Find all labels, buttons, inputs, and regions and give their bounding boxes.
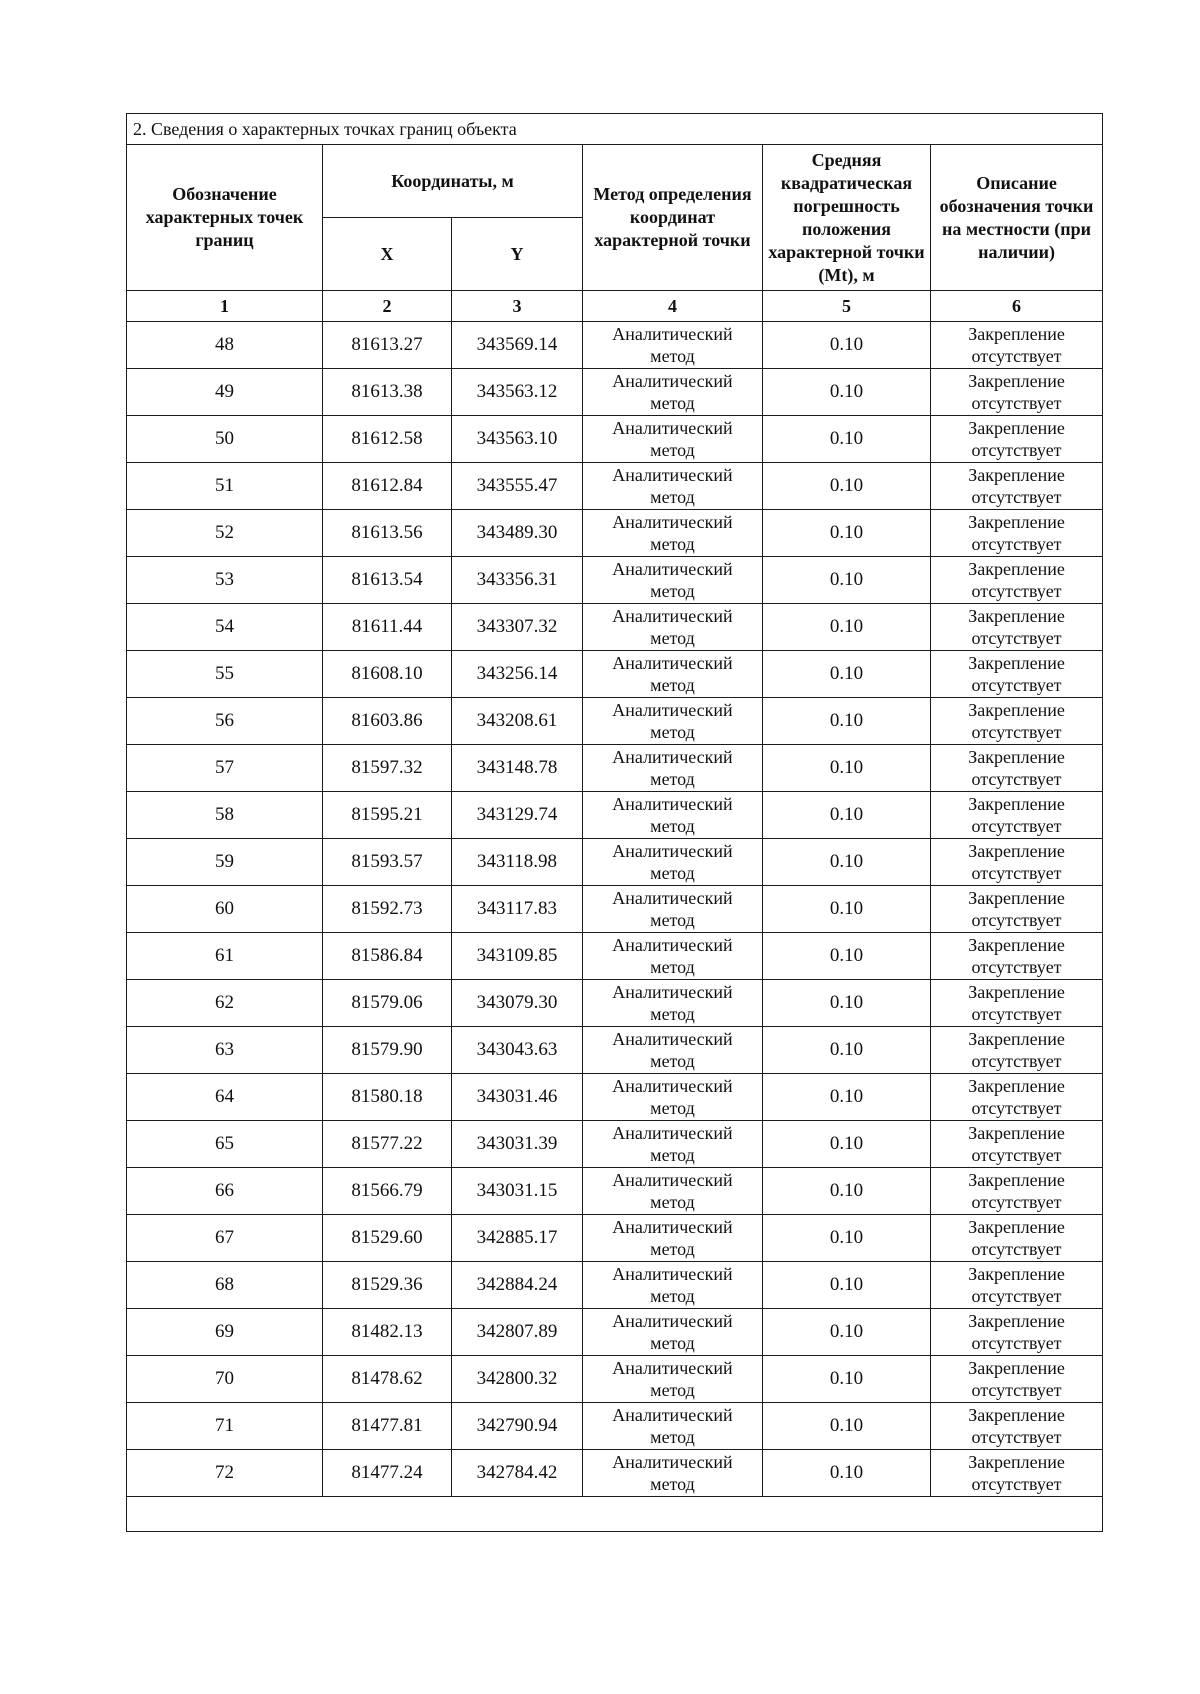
method-cell	[583, 369, 763, 416]
description-line: отсутствует	[971, 1333, 1062, 1353]
description-line: Закрепление	[968, 371, 1065, 391]
description-line: Закрепление	[968, 1076, 1065, 1096]
description-line: Закрепление	[968, 653, 1065, 673]
coord-y-cell: 343148.78	[452, 745, 583, 792]
coord-y-cell: 343031.46	[452, 1074, 583, 1121]
coord-x-cell: 81613.54	[323, 557, 452, 604]
description-line: отсутствует	[971, 393, 1062, 413]
description-cell	[931, 1027, 1103, 1074]
mean-error-cell: 0.10	[763, 416, 931, 463]
point-id-cell: 57	[127, 745, 323, 792]
table-row	[127, 1262, 1103, 1309]
coord-y-cell: 343256.14	[452, 651, 583, 698]
method-cell	[583, 322, 763, 369]
coord-x-cell: 81580.18	[323, 1074, 452, 1121]
description-cell	[931, 980, 1103, 1027]
header-coordinates: Координаты, м	[323, 145, 583, 218]
table-row	[127, 1168, 1103, 1215]
method-cell	[583, 698, 763, 745]
coord-x-cell: 81586.84	[323, 933, 452, 980]
column-number: 4	[583, 291, 763, 322]
method-line: метод	[650, 1427, 695, 1447]
mean-error-cell: 0.10	[763, 604, 931, 651]
table-row	[127, 322, 1103, 369]
point-id-cell: 55	[127, 651, 323, 698]
mean-error-cell: 0.10	[763, 1356, 931, 1403]
point-id-cell: 65	[127, 1121, 323, 1168]
point-id-cell: 58	[127, 792, 323, 839]
coord-x-cell: 81595.21	[323, 792, 452, 839]
method-cell	[583, 510, 763, 557]
description-line: Закрепление	[968, 1029, 1065, 1049]
method-cell	[583, 792, 763, 839]
description-line: отсутствует	[971, 1286, 1062, 1306]
table-body	[127, 322, 1103, 1497]
method-line: метод	[650, 581, 695, 601]
description-cell	[931, 1215, 1103, 1262]
description-line: Закрепление	[968, 794, 1065, 814]
coord-x-cell: 81612.58	[323, 416, 452, 463]
description-cell	[931, 557, 1103, 604]
header-x: X	[323, 218, 452, 291]
method-line: метод	[650, 1145, 695, 1165]
coord-x-cell: 81529.60	[323, 1215, 452, 1262]
point-id-cell: 72	[127, 1450, 323, 1497]
method-cell	[583, 1074, 763, 1121]
coord-x-cell: 81613.38	[323, 369, 452, 416]
method-line: метод	[650, 393, 695, 413]
point-id-cell: 69	[127, 1309, 323, 1356]
method-cell	[583, 745, 763, 792]
description-line: Закрепление	[968, 324, 1065, 344]
table-row	[127, 510, 1103, 557]
point-id-cell: 53	[127, 557, 323, 604]
table-row	[127, 1356, 1103, 1403]
column-number: 3	[452, 291, 583, 322]
table-row	[127, 557, 1103, 604]
header-mean-error: Средняя квадратическая погрешность положения характерной точки (Mt), м	[763, 145, 931, 291]
method-line: Аналитический	[612, 371, 733, 391]
column-number: 2	[323, 291, 452, 322]
method-line: Аналитический	[612, 512, 733, 532]
description-line: отсутствует	[971, 534, 1062, 554]
coord-y-cell: 343129.74	[452, 792, 583, 839]
method-cell	[583, 651, 763, 698]
description-line: Закрепление	[968, 841, 1065, 861]
method-line: метод	[650, 1474, 695, 1494]
mean-error-cell: 0.10	[763, 322, 931, 369]
description-cell	[931, 510, 1103, 557]
point-id-cell: 70	[127, 1356, 323, 1403]
coord-y-cell: 343031.15	[452, 1168, 583, 1215]
coord-y-cell: 343079.30	[452, 980, 583, 1027]
method-line: Аналитический	[612, 747, 733, 767]
method-cell	[583, 933, 763, 980]
empty-footer-cell	[127, 1497, 1103, 1532]
method-cell	[583, 604, 763, 651]
description-cell	[931, 1121, 1103, 1168]
description-line: отсутствует	[971, 1192, 1062, 1212]
description-line: отсутствует	[971, 910, 1062, 930]
mean-error-cell: 0.10	[763, 1121, 931, 1168]
point-id-cell: 66	[127, 1168, 323, 1215]
document-sheet	[126, 113, 1102, 1532]
description-line: отсутствует	[971, 440, 1062, 460]
method-line: метод	[650, 1333, 695, 1353]
coord-x-cell: 81579.06	[323, 980, 452, 1027]
method-line: Аналитический	[612, 935, 733, 955]
coord-y-cell: 342800.32	[452, 1356, 583, 1403]
table-footer-row	[127, 1497, 1103, 1532]
mean-error-cell: 0.10	[763, 1403, 931, 1450]
table-row	[127, 1215, 1103, 1262]
mean-error-cell: 0.10	[763, 792, 931, 839]
coord-x-cell: 81613.56	[323, 510, 452, 557]
point-id-cell: 67	[127, 1215, 323, 1262]
coord-y-cell: 343208.61	[452, 698, 583, 745]
description-line: отсутствует	[971, 1004, 1062, 1024]
method-cell	[583, 839, 763, 886]
method-line: метод	[650, 957, 695, 977]
coord-x-cell: 81592.73	[323, 886, 452, 933]
description-line: Закрепление	[968, 1264, 1065, 1284]
description-line: отсутствует	[971, 346, 1062, 366]
coord-y-cell: 343569.14	[452, 322, 583, 369]
coord-y-cell: 342807.89	[452, 1309, 583, 1356]
method-line: Аналитический	[612, 465, 733, 485]
table-row	[127, 416, 1103, 463]
method-line: Аналитический	[612, 1170, 733, 1190]
method-cell	[583, 886, 763, 933]
method-cell	[583, 1027, 763, 1074]
method-line: Аналитический	[612, 1029, 733, 1049]
point-id-cell: 68	[127, 1262, 323, 1309]
method-line: метод	[650, 863, 695, 883]
coord-y-cell: 342784.42	[452, 1450, 583, 1497]
method-line: Аналитический	[612, 606, 733, 626]
description-cell	[931, 886, 1103, 933]
description-line: Закрепление	[968, 418, 1065, 438]
method-line: Аналитический	[612, 1264, 733, 1284]
mean-error-cell: 0.10	[763, 369, 931, 416]
table-row	[127, 886, 1103, 933]
description-line: отсутствует	[971, 1239, 1062, 1259]
coord-y-cell: 343356.31	[452, 557, 583, 604]
method-line: метод	[650, 1380, 695, 1400]
description-cell	[931, 1168, 1103, 1215]
method-line: метод	[650, 1239, 695, 1259]
mean-error-cell: 0.10	[763, 886, 931, 933]
method-line: метод	[650, 628, 695, 648]
table-row	[127, 651, 1103, 698]
method-cell	[583, 1356, 763, 1403]
description-line: Закрепление	[968, 559, 1065, 579]
method-cell	[583, 557, 763, 604]
method-line: Аналитический	[612, 700, 733, 720]
description-cell	[931, 416, 1103, 463]
description-line: отсутствует	[971, 1380, 1062, 1400]
description-line: Закрепление	[968, 1123, 1065, 1143]
coord-x-cell: 81613.27	[323, 322, 452, 369]
description-line: Закрепление	[968, 982, 1065, 1002]
description-cell	[931, 1403, 1103, 1450]
coord-y-cell: 343118.98	[452, 839, 583, 886]
description-line: отсутствует	[971, 487, 1062, 507]
point-id-cell: 61	[127, 933, 323, 980]
coord-x-cell: 81566.79	[323, 1168, 452, 1215]
table-row	[127, 980, 1103, 1027]
header-method: Метод определения координат характерной точки	[583, 145, 763, 291]
method-line: метод	[650, 910, 695, 930]
coord-y-cell: 343563.12	[452, 369, 583, 416]
method-line: метод	[650, 722, 695, 742]
description-cell	[931, 933, 1103, 980]
description-cell	[931, 1074, 1103, 1121]
table-row	[127, 839, 1103, 886]
method-line: Аналитический	[612, 1358, 733, 1378]
method-line: Аналитический	[612, 1452, 733, 1472]
description-line: отсутствует	[971, 816, 1062, 836]
mean-error-cell: 0.10	[763, 698, 931, 745]
description-cell	[931, 369, 1103, 416]
method-line: метод	[650, 1098, 695, 1118]
description-line: Закрепление	[968, 1405, 1065, 1425]
description-line: отсутствует	[971, 581, 1062, 601]
description-line: отсутствует	[971, 1098, 1062, 1118]
description-line: Закрепление	[968, 1452, 1065, 1472]
column-number: 1	[127, 291, 323, 322]
description-line: Закрепление	[968, 606, 1065, 626]
mean-error-cell: 0.10	[763, 557, 931, 604]
description-line: отсутствует	[971, 769, 1062, 789]
coord-y-cell: 343563.10	[452, 416, 583, 463]
coord-x-cell: 81597.32	[323, 745, 452, 792]
coord-x-cell: 81529.36	[323, 1262, 452, 1309]
description-line: отсутствует	[971, 1145, 1062, 1165]
description-cell	[931, 463, 1103, 510]
point-id-cell: 50	[127, 416, 323, 463]
mean-error-cell: 0.10	[763, 839, 931, 886]
description-cell	[931, 1450, 1103, 1497]
mean-error-cell: 0.10	[763, 463, 931, 510]
table-row	[127, 1450, 1103, 1497]
method-line: метод	[650, 1286, 695, 1306]
mean-error-cell: 0.10	[763, 745, 931, 792]
description-line: отсутствует	[971, 957, 1062, 977]
method-line: Аналитический	[612, 559, 733, 579]
method-line: метод	[650, 346, 695, 366]
method-line: Аналитический	[612, 418, 733, 438]
coord-x-cell: 81608.10	[323, 651, 452, 698]
method-cell	[583, 1121, 763, 1168]
point-id-cell: 64	[127, 1074, 323, 1121]
method-line: метод	[650, 487, 695, 507]
coord-y-cell: 343489.30	[452, 510, 583, 557]
description-line: Закрепление	[968, 465, 1065, 485]
method-line: Аналитический	[612, 1405, 733, 1425]
mean-error-cell: 0.10	[763, 510, 931, 557]
method-line: метод	[650, 440, 695, 460]
description-line: Закрепление	[968, 1217, 1065, 1237]
description-line: Закрепление	[968, 888, 1065, 908]
mean-error-cell: 0.10	[763, 1309, 931, 1356]
mean-error-cell: 0.10	[763, 980, 931, 1027]
column-number-row	[127, 291, 1103, 322]
point-id-cell: 63	[127, 1027, 323, 1074]
method-line: метод	[650, 1192, 695, 1212]
header-description: Описание обозначения точки на местности (при наличии)	[931, 145, 1103, 291]
table-row	[127, 745, 1103, 792]
point-id-cell: 48	[127, 322, 323, 369]
coord-x-cell: 81577.22	[323, 1121, 452, 1168]
column-number: 6	[931, 291, 1103, 322]
method-line: Аналитический	[612, 1076, 733, 1096]
mean-error-cell: 0.10	[763, 1027, 931, 1074]
coord-y-cell: 343555.47	[452, 463, 583, 510]
method-line: Аналитический	[612, 794, 733, 814]
coord-y-cell: 343117.83	[452, 886, 583, 933]
method-line: Аналитический	[612, 1217, 733, 1237]
header-y: Y	[452, 218, 583, 291]
description-cell	[931, 698, 1103, 745]
method-line: Аналитический	[612, 324, 733, 344]
method-line: метод	[650, 1004, 695, 1024]
table-row	[127, 463, 1103, 510]
description-line: Закрепление	[968, 1311, 1065, 1331]
method-line: метод	[650, 816, 695, 836]
description-line: Закрепление	[968, 935, 1065, 955]
description-line: отсутствует	[971, 675, 1062, 695]
coord-y-cell: 343109.85	[452, 933, 583, 980]
method-line: Аналитический	[612, 841, 733, 861]
description-line: Закрепление	[968, 747, 1065, 767]
method-line: Аналитический	[612, 1311, 733, 1331]
description-line: отсутствует	[971, 628, 1062, 648]
method-cell	[583, 1215, 763, 1262]
description-line: Закрепление	[968, 700, 1065, 720]
coord-x-cell: 81603.86	[323, 698, 452, 745]
table-row	[127, 933, 1103, 980]
description-line: отсутствует	[971, 863, 1062, 883]
table-row	[127, 1403, 1103, 1450]
coord-x-cell: 81477.81	[323, 1403, 452, 1450]
coord-y-cell: 342790.94	[452, 1403, 583, 1450]
description-line: отсутствует	[971, 722, 1062, 742]
coord-x-cell: 81593.57	[323, 839, 452, 886]
coord-y-cell: 342884.24	[452, 1262, 583, 1309]
header-point-designation: Обозначение характерных точек границ	[127, 145, 323, 291]
method-cell	[583, 1309, 763, 1356]
method-line: метод	[650, 769, 695, 789]
table-row	[127, 698, 1103, 745]
mean-error-cell: 0.10	[763, 1168, 931, 1215]
table-row	[127, 1074, 1103, 1121]
method-line: метод	[650, 675, 695, 695]
description-cell	[931, 651, 1103, 698]
method-cell	[583, 463, 763, 510]
method-cell	[583, 1403, 763, 1450]
coord-y-cell: 342885.17	[452, 1215, 583, 1262]
description-line: отсутствует	[971, 1474, 1062, 1494]
mean-error-cell: 0.10	[763, 1215, 931, 1262]
point-id-cell: 71	[127, 1403, 323, 1450]
method-cell	[583, 416, 763, 463]
table-row	[127, 1121, 1103, 1168]
coord-x-cell: 81477.24	[323, 1450, 452, 1497]
point-id-cell: 51	[127, 463, 323, 510]
table-row	[127, 792, 1103, 839]
coord-x-cell: 81482.13	[323, 1309, 452, 1356]
description-cell	[931, 322, 1103, 369]
description-cell	[931, 1262, 1103, 1309]
method-cell	[583, 1450, 763, 1497]
description-line: Закрепление	[968, 512, 1065, 532]
table-row	[127, 369, 1103, 416]
table-row	[127, 1027, 1103, 1074]
description-cell	[931, 792, 1103, 839]
description-cell	[931, 839, 1103, 886]
method-line: метод	[650, 534, 695, 554]
description-cell	[931, 604, 1103, 651]
method-line: метод	[650, 1051, 695, 1071]
description-line: отсутствует	[971, 1427, 1062, 1447]
coord-x-cell: 81478.62	[323, 1356, 452, 1403]
method-cell	[583, 1262, 763, 1309]
mean-error-cell: 0.10	[763, 1262, 931, 1309]
coord-x-cell: 81612.84	[323, 463, 452, 510]
method-line: Аналитический	[612, 1123, 733, 1143]
description-cell	[931, 1356, 1103, 1403]
coord-y-cell: 343031.39	[452, 1121, 583, 1168]
method-line: Аналитический	[612, 888, 733, 908]
column-number: 5	[763, 291, 931, 322]
boundary-points-table	[126, 113, 1103, 1532]
point-id-cell: 52	[127, 510, 323, 557]
point-id-cell: 59	[127, 839, 323, 886]
coord-y-cell: 343043.63	[452, 1027, 583, 1074]
coord-x-cell: 81611.44	[323, 604, 452, 651]
description-line: Закрепление	[968, 1170, 1065, 1190]
mean-error-cell: 0.10	[763, 1074, 931, 1121]
point-id-cell: 54	[127, 604, 323, 651]
mean-error-cell: 0.10	[763, 933, 931, 980]
mean-error-cell: 0.10	[763, 1450, 931, 1497]
method-cell	[583, 1168, 763, 1215]
method-line: Аналитический	[612, 653, 733, 673]
method-line: Аналитический	[612, 982, 733, 1002]
point-id-cell: 56	[127, 698, 323, 745]
description-cell	[931, 1309, 1103, 1356]
method-cell	[583, 980, 763, 1027]
point-id-cell: 60	[127, 886, 323, 933]
point-id-cell: 62	[127, 980, 323, 1027]
section-title: 2. Сведения о характерных точках границ объекта	[127, 114, 1103, 145]
table-row	[127, 604, 1103, 651]
description-line: Закрепление	[968, 1358, 1065, 1378]
table-row	[127, 1309, 1103, 1356]
point-id-cell: 49	[127, 369, 323, 416]
coord-y-cell: 343307.32	[452, 604, 583, 651]
mean-error-cell: 0.10	[763, 651, 931, 698]
coord-x-cell: 81579.90	[323, 1027, 452, 1074]
description-cell	[931, 745, 1103, 792]
description-line: отсутствует	[971, 1051, 1062, 1071]
